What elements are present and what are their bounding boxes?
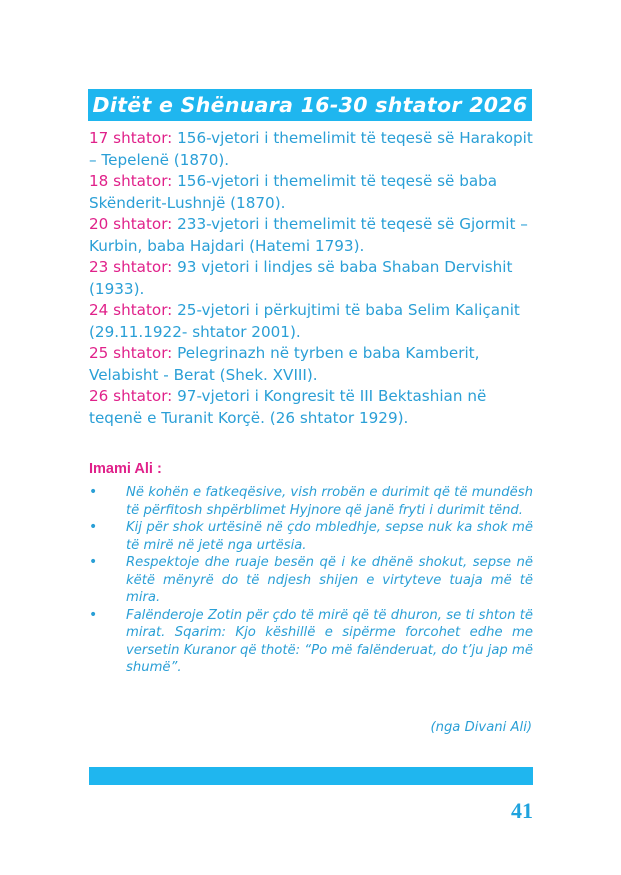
- event-date: 25 shtator:: [89, 344, 173, 362]
- event-text: 93 vjetori i lindjes së baba Shaban Dervishit (1933).: [89, 258, 513, 298]
- page-title: Ditët e Shënuara 16-30 shtator 2026: [92, 93, 528, 117]
- event-item: [89, 214, 534, 257]
- event-item: [89, 257, 534, 300]
- event-item: [89, 128, 534, 171]
- event-item: [89, 300, 534, 343]
- quotes-list: [89, 484, 533, 677]
- event-date: 17 shtator:: [89, 129, 173, 147]
- quote-item: [89, 607, 533, 677]
- quote-item: [89, 519, 533, 554]
- event-item: [89, 343, 534, 386]
- quote-source: (nga Divani Ali): [430, 720, 532, 735]
- event-text: Pelegrinazh në tyrben e baba Kamberit, Velabisht - Berat (Shek. XVIII).: [89, 344, 480, 384]
- footer-bar: [89, 767, 533, 785]
- event-text: 156-vjetori i themelimit të teqesë së baba Skënderit-Lushnjë (1870).: [89, 172, 498, 212]
- event-date: 18 shtator:: [89, 172, 173, 190]
- quote-item: [89, 484, 533, 519]
- quote-text: Kij për shok urtësinë në çdo mbledhje, sepse nuk ka shok më të mirë në jetë nga urtësia.: [126, 520, 533, 553]
- event-text: 97-vjetori i Kongresit të III Bektashian në teqenë e Turanit Korçë. (26 shtator 1929).: [89, 387, 487, 427]
- bullet-icon: •: [89, 484, 98, 500]
- event-text: 233-vjetori i themelimit të teqesë së Gjormit – Kurbin, baba Hajdari (Hatemi 1793).: [89, 215, 528, 255]
- page-number: 41: [511, 798, 533, 823]
- quote-item: [89, 554, 533, 607]
- bullet-icon: •: [89, 554, 98, 570]
- quote-text: Falënderoje Zotin për çdo të mirë që të dhuron, se ti shton të mirat. Sqarim: Kjo këshillë e sipërme forcohet edhe me versetin Kuranor që thotë: “Po më falënderuat, do t’ju jap më shumë”.: [126, 607, 533, 675]
- event-text: 156-vjetori i themelimit të teqesë së Harakopit – Tepelenë (1870).: [89, 129, 533, 169]
- event-item: [89, 386, 534, 429]
- bullet-icon: •: [89, 606, 98, 623]
- page-title-banner: [88, 89, 532, 121]
- quote-text: Respektoje dhe ruaje besën që i ke dhënë shokut, sepse në këtë mënyrë do të ndjesh shijen e virtyteve tuaja më të mira.: [126, 555, 533, 605]
- event-item: [89, 171, 534, 214]
- event-date: 26 shtator:: [89, 387, 173, 405]
- event-text: 25-vjetori i përkujtimi të baba Selim Kaliçanit (29.11.1922- shtator 2001).: [89, 301, 520, 341]
- events-list: [89, 128, 534, 429]
- quotes-heading: Imami Ali :: [89, 461, 162, 477]
- event-date: 20 shtator:: [89, 215, 173, 233]
- bullet-icon: •: [89, 519, 98, 535]
- quote-text: Në kohën e fatkeqësive, vish rrobën e durimit që të mundësh të përfitosh shpërblimet Hyjnore që janë fryti i durimit tënd.: [126, 485, 533, 518]
- event-date: 24 shtator:: [89, 301, 173, 319]
- event-date: 23 shtator:: [89, 258, 173, 276]
